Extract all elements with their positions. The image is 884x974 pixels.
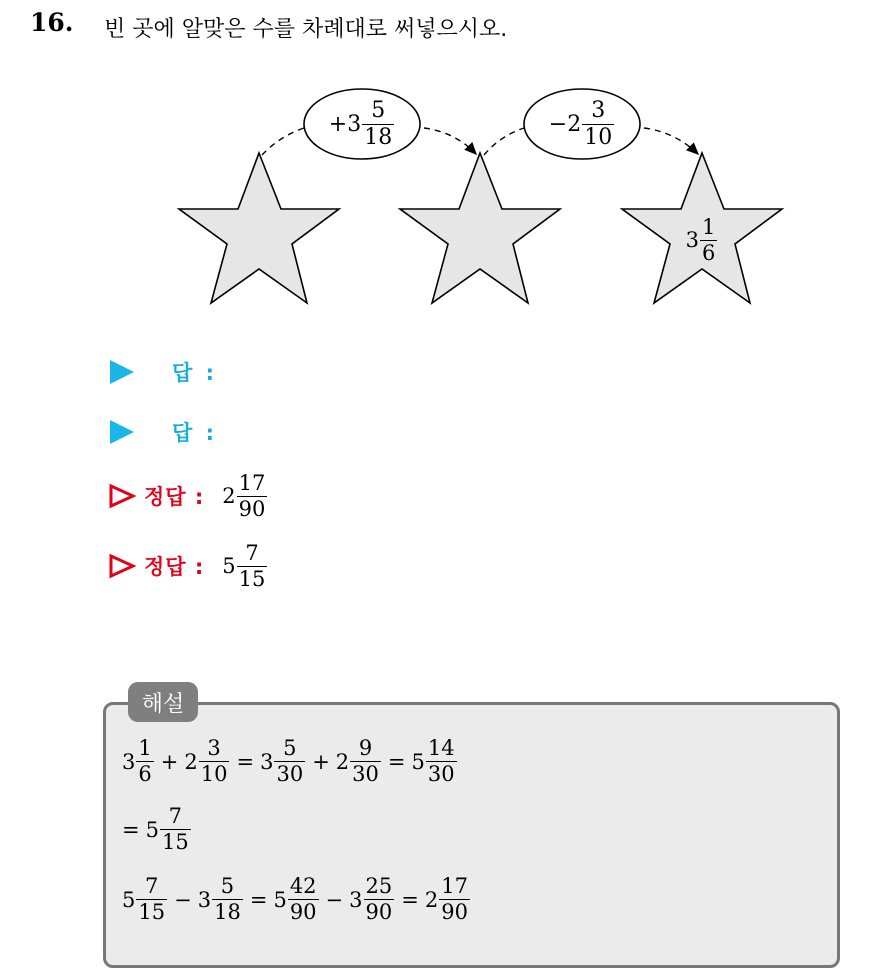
numerator: 42 [289,874,317,898]
answer-label: 답 : [172,361,217,385]
whole-part: 5 [273,887,287,912]
fraction [362,97,394,150]
explanation-tag: 해설 [128,682,198,722]
fraction [160,806,191,853]
numerator: 5 [283,736,297,760]
whole-part: 3 [260,749,274,774]
mixed-number [122,738,155,785]
fraction [136,738,153,785]
fraction [700,214,717,265]
operation-sign: − [548,111,568,137]
mixed-number [412,738,458,785]
answer-label: 답 : [172,421,217,445]
correct-answer-row-1 [108,470,268,521]
fraction [582,97,614,150]
fraction [426,738,457,785]
denominator: 90 [289,900,317,924]
numerator: 7 [168,804,183,828]
fraction [274,738,305,785]
numerator: 14 [427,736,455,760]
star-1 [179,153,339,303]
correct-answer-value-1 [222,470,268,521]
fraction [237,470,268,521]
denominator: 30 [276,762,304,786]
dashed-arrow-2a [484,128,524,155]
numerator: 1 [138,736,152,760]
numerator: 5 [220,874,235,898]
question-text: 빈 곳에 알맞은 수를 차례대로 써넣으시오. [104,17,508,42]
denominator: 10 [200,762,228,786]
star-2 [400,153,560,303]
numerator: 5 [371,97,386,123]
numerator: 3 [207,736,221,760]
mixed-number [146,806,192,853]
mixed-number [425,876,471,923]
explanation-line-3 [122,876,471,923]
correct-answer-label: 정답 : [144,555,205,579]
fraction [350,738,381,785]
denominator: 18 [364,124,393,150]
denominator: 30 [352,762,379,786]
denominator: 18 [214,900,241,924]
denominator: 15 [238,566,266,591]
operator: − [325,887,344,912]
operator: + [312,749,330,774]
fraction [364,876,395,923]
fraction [439,876,470,923]
whole-part: 3 [685,228,699,252]
numerator: 17 [238,470,266,495]
fraction [237,540,268,591]
numerator: 17 [441,874,468,898]
whole-part: 2 [424,887,439,912]
numerator: 3 [591,97,606,123]
answer-row-2 [108,412,217,452]
fraction [212,876,243,923]
whole-part: 2 [184,749,198,774]
answer-row-1 [108,352,217,392]
dashed-arrow-2b [644,128,698,154]
equals-sign: = [401,887,419,912]
dashed-arrow-1b [424,128,476,154]
answer-triangle-icon [110,420,134,444]
mixed-number [336,738,382,785]
numerator: 9 [358,736,373,760]
denominator: 10 [584,124,613,150]
mixed-number [122,876,168,923]
mixed-number [349,876,395,923]
star-3-value [662,212,742,268]
denominator: 6 [138,762,152,786]
operation-label-1 [304,88,420,160]
denominator: 90 [365,900,393,924]
numerator: 7 [245,540,259,565]
mixed-number [260,738,306,785]
numerator: 1 [702,214,716,239]
question-number: 16. [30,8,74,37]
operation-label-2 [524,88,640,160]
denominator: 15 [161,830,189,854]
whole-part: 5 [145,817,159,842]
diagram-graphics [0,70,884,320]
star-diagram [0,70,884,320]
whole-part: 2 [567,111,582,137]
numerator: 25 [365,874,393,898]
correct-answer-label: 정답 : [144,485,205,509]
outline-triangle-icon [108,483,136,509]
explanation-line-1 [122,738,458,785]
equals-sign: = [122,817,140,842]
correct-answer-row-2 [108,540,268,591]
fraction [199,738,230,785]
mixed-number [273,876,319,923]
denominator: 90 [441,900,468,924]
denominator: 30 [427,762,455,786]
operator: − [174,887,192,912]
equals-sign: = [249,887,268,912]
dashed-arrow-1a [262,128,304,155]
operation-sign: + [328,111,348,137]
operator: + [160,749,179,774]
equals-sign: = [387,749,406,774]
equals-sign: = [236,749,255,774]
correct-answer-value-2 [222,540,268,591]
denominator: 15 [138,900,166,924]
whole-part: 2 [222,484,236,508]
whole-part: 5 [222,554,236,578]
whole-part: 3 [122,749,136,774]
explanation-line-2 [122,806,192,853]
whole-part: 3 [349,887,363,912]
whole-part: 5 [122,887,136,912]
denominator: 90 [238,496,266,521]
mixed-number [198,876,244,923]
whole-part: 3 [347,111,362,137]
fraction [136,876,167,923]
mixed-number [184,738,230,785]
denominator: 6 [702,240,716,265]
whole-part: 2 [335,749,350,774]
fraction [288,876,319,923]
outline-triangle-icon [108,553,136,579]
whole-part: 3 [197,887,212,912]
whole-part: 5 [411,749,425,774]
numerator: 7 [145,874,159,898]
answer-triangle-icon [110,360,134,384]
